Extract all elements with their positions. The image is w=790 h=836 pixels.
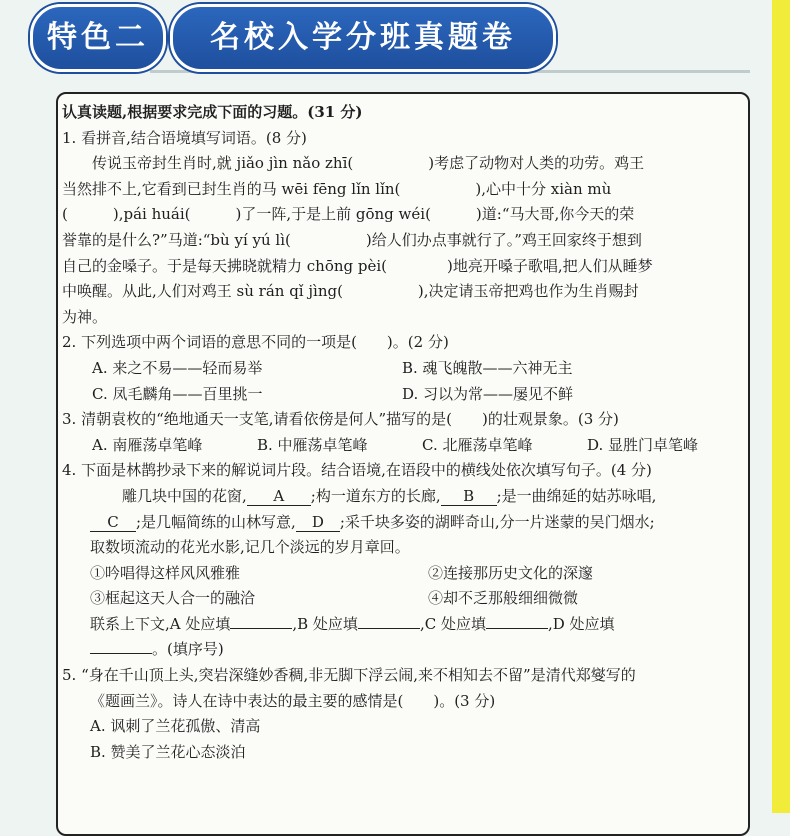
q4-option-4: ④却不乏那般细细微微 — [428, 589, 579, 608]
q4-passage-text: 雕几块中国的花窗, — [122, 486, 247, 505]
q4-answer-a[interactable] — [230, 628, 292, 629]
q5-title-2: 《题画兰》。诗人在诗中表达的最主要的感情是( )。(3 分) — [90, 691, 496, 710]
q4-passage-line-1 — [62, 484, 742, 510]
q4-blank-a: A — [247, 487, 311, 506]
section-title: 名校入学分班真题卷 — [170, 4, 556, 72]
q4-answer-c[interactable] — [486, 628, 548, 629]
q4-answer-b[interactable] — [358, 628, 420, 629]
q3-title: 3. 清朝袁枚的“绝地通天一支笔,请看依傍是何人”描写的是( )的壮观景象。(3 分) — [62, 410, 619, 429]
question-content — [62, 100, 742, 765]
q4-title: 4. 下面是林鹊抄录下来的解说词片段。结合语境,在语段中的横线处依次填写句子。(4 分) — [62, 461, 652, 480]
q4-passage-line-2 — [62, 510, 742, 536]
q4-fill-text: ,D 处应填 — [547, 614, 615, 633]
q4-blank-d: D — [296, 513, 340, 532]
q4-fill-line-2 — [62, 637, 742, 663]
q4-fill-text: 联系上下文,A 处应填 — [90, 614, 231, 633]
q4-blank-c: C — [90, 513, 136, 532]
q4-answer-d[interactable] — [90, 653, 152, 654]
q4-fill-end: 。(填序号) — [152, 640, 224, 659]
q4-options-row-2 — [62, 586, 742, 612]
q4-fill-text: ,C 处应填 — [419, 614, 486, 633]
q1-line-2: 当然排不上,它看到已封生肖的马 wēi fēng lǐn lǐn( ),心中十分 xiàn mù — [62, 179, 612, 198]
q1-title: 1. 看拼音,结合语境填写词语。(8 分) — [62, 128, 307, 147]
section-badge: 特色二 — [30, 4, 166, 72]
q1-line-5: 自己的金嗓子。于是每天拂晓就精力 chōng pèi( )地亮开嗓子歌唱,把人们从睡梦 — [62, 256, 653, 275]
q4-passage-line-3: 取数顷流动的花光水影,记几个淡远的岁月章回。 — [90, 538, 410, 557]
q2-title: 2. 下列选项中两个词语的意思不同的一项是( )。(2 分) — [62, 333, 449, 352]
q2-option-a: A. 来之不易——轻而易举 — [92, 358, 263, 377]
yellow-edge-bar — [772, 0, 790, 813]
q3-option-c: C. 北雁荡卓笔峰 — [422, 435, 533, 454]
q4-option-3: ③框起这天人合一的融洽 — [90, 589, 256, 608]
section-header — [30, 4, 750, 68]
q4-fill-text: ,B 处应填 — [292, 614, 358, 633]
q2-option-b: B. 魂飞魄散——六神无主 — [402, 358, 573, 377]
q3-options-row — [62, 433, 742, 459]
q4-fill-line — [62, 612, 742, 638]
q5-option-b: B. 赞美了兰花心态淡泊 — [90, 742, 246, 761]
q1-line-4: 誉靠的是什么?”马道:“bù yí yú lì( )给人们办点事就行了。”鸡王回家终于想到 — [62, 230, 642, 249]
q4-option-1: ①吟唱得这样风风雅雅 — [90, 563, 241, 582]
q1-line-6: 中唤醒。从此,人们对鸡王 sù rán qǐ jìng( ),决定请玉帝把鸡也作为生肖赐封 — [62, 282, 639, 301]
q1-line-1: 传说玉帝封生肖时,就 jiǎo jìn nǎo zhī( )考虑了动物对人类的功劳。鸡王 — [92, 154, 645, 173]
q2-option-d: D. 习以为常——屡见不鲜 — [402, 384, 574, 403]
q4-blank-b: B — [441, 487, 497, 506]
q2-option-c: C. 凤毛麟角——百里挑一 — [92, 384, 263, 403]
instruction: 认真读题,根据要求完成下面的习题。(31 分) — [62, 103, 363, 121]
q4-options-row-1 — [62, 561, 742, 587]
q2-options-row-2 — [62, 382, 742, 408]
q2-options-row-1 — [62, 356, 742, 382]
q1-line-7: 为神。 — [62, 307, 108, 326]
q5-title: 5. “身在千山顶上头,突岩深缝妙香稠,非无脚下浮云闹,来不相知去不留”是清代郑燮写的 — [62, 666, 636, 685]
q3-option-d: D. 显胜门卓笔峰 — [587, 435, 699, 454]
q5-option-a: A. 讽刺了兰花孤傲、清高 — [90, 717, 261, 736]
q4-option-2: ②连接那历史文化的深邃 — [428, 563, 594, 582]
q4-passage-text: ;是几幅简练的山林写意, — [136, 512, 296, 531]
q3-option-b: B. 中雁荡卓笔峰 — [257, 435, 368, 454]
q3-option-a: A. 南雁荡卓笔峰 — [92, 435, 203, 454]
q4-passage-text: ;是一曲绵延的姑苏咏唱, — [496, 486, 657, 505]
q4-passage-text: ;构一道东方的长廊, — [310, 486, 441, 505]
q4-passage-text: ;采千块多姿的湖畔奇山,分一片迷蒙的吴门烟水; — [339, 512, 655, 531]
q1-line-3: ( ),pái huái( )了一阵,于是上前 gōng wéi( )道:“马大哥,你今天的荣 — [62, 205, 635, 224]
